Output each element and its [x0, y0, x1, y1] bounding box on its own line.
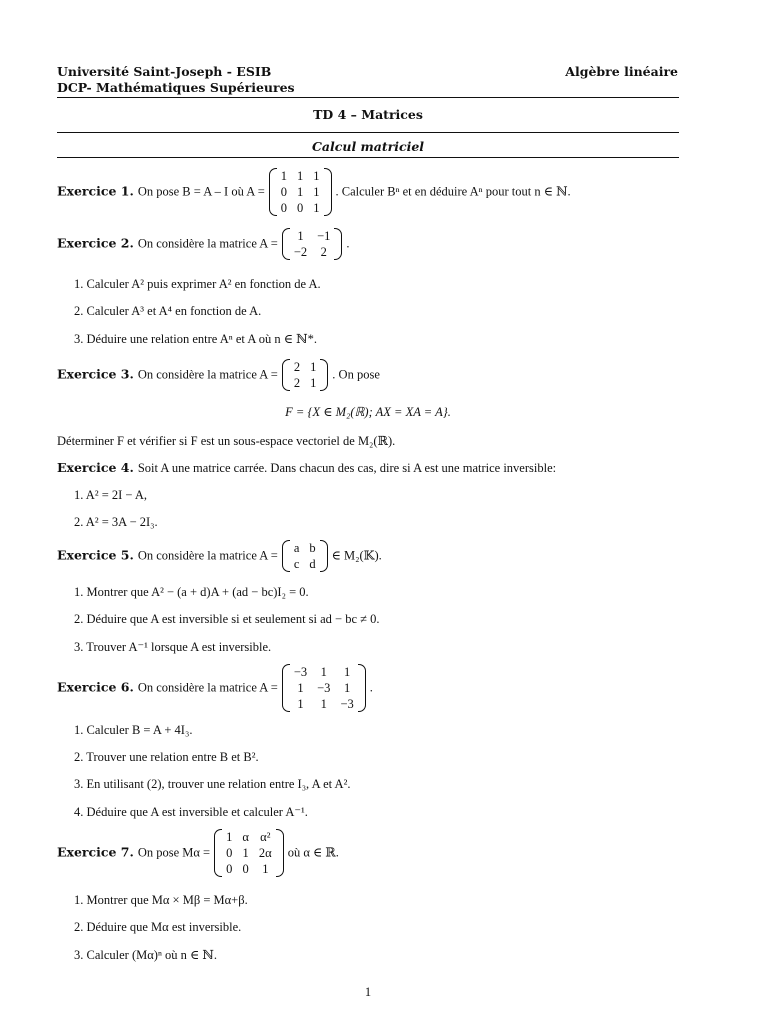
exercise-label: Exercice 6. — [57, 679, 134, 695]
exercise-text: On considère la matrice A = — [137, 548, 278, 563]
matrix-cell: 0 — [297, 201, 304, 215]
matrix-cell: 0 — [242, 862, 249, 876]
list-item: 3. Trouver A⁻¹ lorsque A est inversible. — [74, 640, 272, 654]
matrix-cell: −2 — [293, 245, 308, 259]
header-course: Algèbre linéaire — [565, 64, 678, 79]
list-item: 3. Calculer (Mα)ⁿ où n ∈ ℕ. — [74, 948, 217, 962]
matrix-cell: 0 — [226, 846, 233, 860]
list-item: 2. Déduire que A est inversible si et seulement si ad − bc ≠ 0. — [74, 612, 380, 626]
title-rule-top — [57, 132, 679, 133]
exercise-label: Exercice 4. — [57, 460, 134, 475]
list-item: 1. Montrer que A² − (a + d)A + (ad − bc)I₂ = 0. — [74, 585, 309, 599]
page-title: TD 4 – Matrices — [313, 107, 423, 122]
matrix-cell: −3 — [340, 697, 354, 711]
matrix-A — [282, 228, 343, 260]
exercise-7 — [57, 829, 339, 877]
matrix-cell: d — [309, 557, 316, 571]
exercise-text: On considère la matrice A = — [137, 236, 278, 251]
display-equation: F = {X ∈ M₂(ℝ); AX = XA = A}. — [285, 405, 451, 419]
exercise-text: . — [369, 680, 373, 695]
matrix-A — [269, 168, 332, 216]
matrix-cell: 1 — [320, 665, 327, 679]
list-item: 4. Déduire que A est inversible et calculer A⁻¹. — [74, 805, 308, 819]
matrix-cell: −3 — [317, 681, 331, 695]
list-item: 3. Déduire une relation entre Aⁿ et A où n ∈ ℕ*. — [74, 332, 317, 346]
exercise-text: ∈ M₂(𝕂). — [331, 548, 382, 563]
matrix-cell: c — [293, 557, 300, 571]
matrix-cell: 1 — [226, 830, 233, 844]
exercise-3 — [57, 359, 380, 391]
matrix-cell: 1 — [343, 681, 351, 695]
list-item: 1. A² = 2I − A, — [74, 488, 148, 502]
exercise-text: Soit A une matrice carrée. Dans chacun des cas, dire si A est une matrice inversible: — [137, 461, 557, 475]
matrix-cell: 1 — [242, 846, 249, 860]
exercise-6 — [57, 664, 373, 712]
matrix-cell: 1 — [297, 185, 304, 199]
exercise-1 — [57, 168, 571, 216]
matrix-cell: 1 — [313, 201, 320, 215]
matrix-cell: 1 — [313, 185, 320, 199]
exercise-2 — [57, 228, 350, 260]
matrix-cell: 1 — [297, 169, 304, 183]
exercise-text: On considère la matrice A = — [137, 367, 278, 382]
matrix-cell: 1 — [320, 697, 327, 711]
matrix-A — [282, 664, 366, 712]
exercise-label: Exercice 1. — [57, 183, 134, 199]
list-item: 2. Déduire que Mα est inversible. — [74, 920, 242, 934]
exercise-label: Exercice 3. — [57, 366, 134, 382]
matrix-cell: 1 — [310, 376, 317, 390]
list-item: 1. Calculer B = A + 4I₃. — [74, 723, 193, 737]
exercise-label: Exercice 2. — [57, 235, 134, 251]
matrix-cell: 1 — [280, 169, 288, 183]
header-department: DCP- Mathématiques Supérieures — [57, 80, 295, 95]
matrix-cell: b — [309, 541, 316, 555]
page-number: 1 — [364, 985, 372, 999]
exercise-5 — [57, 540, 382, 572]
list-item: 2. Calculer A³ et A⁴ en fonction de A. — [74, 304, 262, 318]
exercise-4 — [57, 460, 556, 476]
list-item: 1. Calculer A² puis exprimer A² en fonction de A. — [74, 277, 321, 291]
matrix-cell: 1 — [313, 169, 320, 183]
matrix-cell: 1 — [262, 862, 269, 876]
title-rule-bottom — [57, 157, 679, 158]
matrix-cell: 1 — [297, 681, 304, 695]
matrix-cell: 0 — [226, 862, 233, 876]
section-title: Calcul matriciel — [311, 139, 425, 154]
header-university: Université Saint-Joseph - ESIB — [57, 64, 272, 79]
exercise-text: . — [346, 236, 350, 251]
matrix-cell: 2 — [293, 360, 301, 374]
exercise-text: . On pose — [332, 367, 380, 382]
matrix-A — [282, 359, 329, 391]
matrix-cell: 0 — [280, 201, 288, 215]
matrix-M-alpha — [214, 829, 284, 877]
matrix-cell: a — [293, 541, 300, 555]
matrix-cell: −3 — [293, 665, 308, 679]
matrix-cell: 2 — [293, 376, 301, 390]
matrix-cell: α² — [260, 830, 271, 844]
matrix-cell: α — [242, 830, 249, 844]
matrix-cell: 2α — [258, 846, 272, 860]
exercise-text: On pose Mα = — [137, 845, 211, 860]
exercise-text: On pose B = A – I où A = — [137, 184, 265, 199]
matrix-A — [282, 540, 328, 572]
list-item: 1. Montrer que Mα × Mβ = Mα+β. — [74, 893, 248, 907]
list-item: 2. Trouver une relation entre B et B². — [74, 750, 259, 764]
exercise-text: On considère la matrice A = — [137, 680, 278, 695]
exercise-text: Déterminer F et vérifier si F est un sous-espace vectoriel de M₂(ℝ). — [57, 434, 396, 448]
exercise-text: où α ∈ ℝ. — [287, 845, 339, 860]
exercise-label: Exercice 7. — [57, 844, 134, 860]
list-item: 3. En utilisant (2), trouver une relation entre I₃, A et A². — [74, 777, 351, 791]
header-rule — [57, 97, 679, 98]
matrix-cell: 1 — [297, 229, 304, 243]
matrix-cell: 2 — [320, 245, 327, 259]
list-item: 2. A² = 3A − 2I₃. — [74, 515, 158, 529]
exercise-text: . Calculer Bⁿ et en déduire Aⁿ pour tout n ∈ ℕ. — [335, 184, 571, 199]
matrix-cell: 1 — [343, 665, 351, 679]
matrix-cell: 1 — [310, 360, 317, 374]
matrix-cell: −1 — [317, 229, 331, 243]
matrix-cell: 1 — [297, 697, 304, 711]
matrix-cell: 0 — [280, 185, 288, 199]
exercise-label: Exercice 5. — [57, 547, 134, 563]
